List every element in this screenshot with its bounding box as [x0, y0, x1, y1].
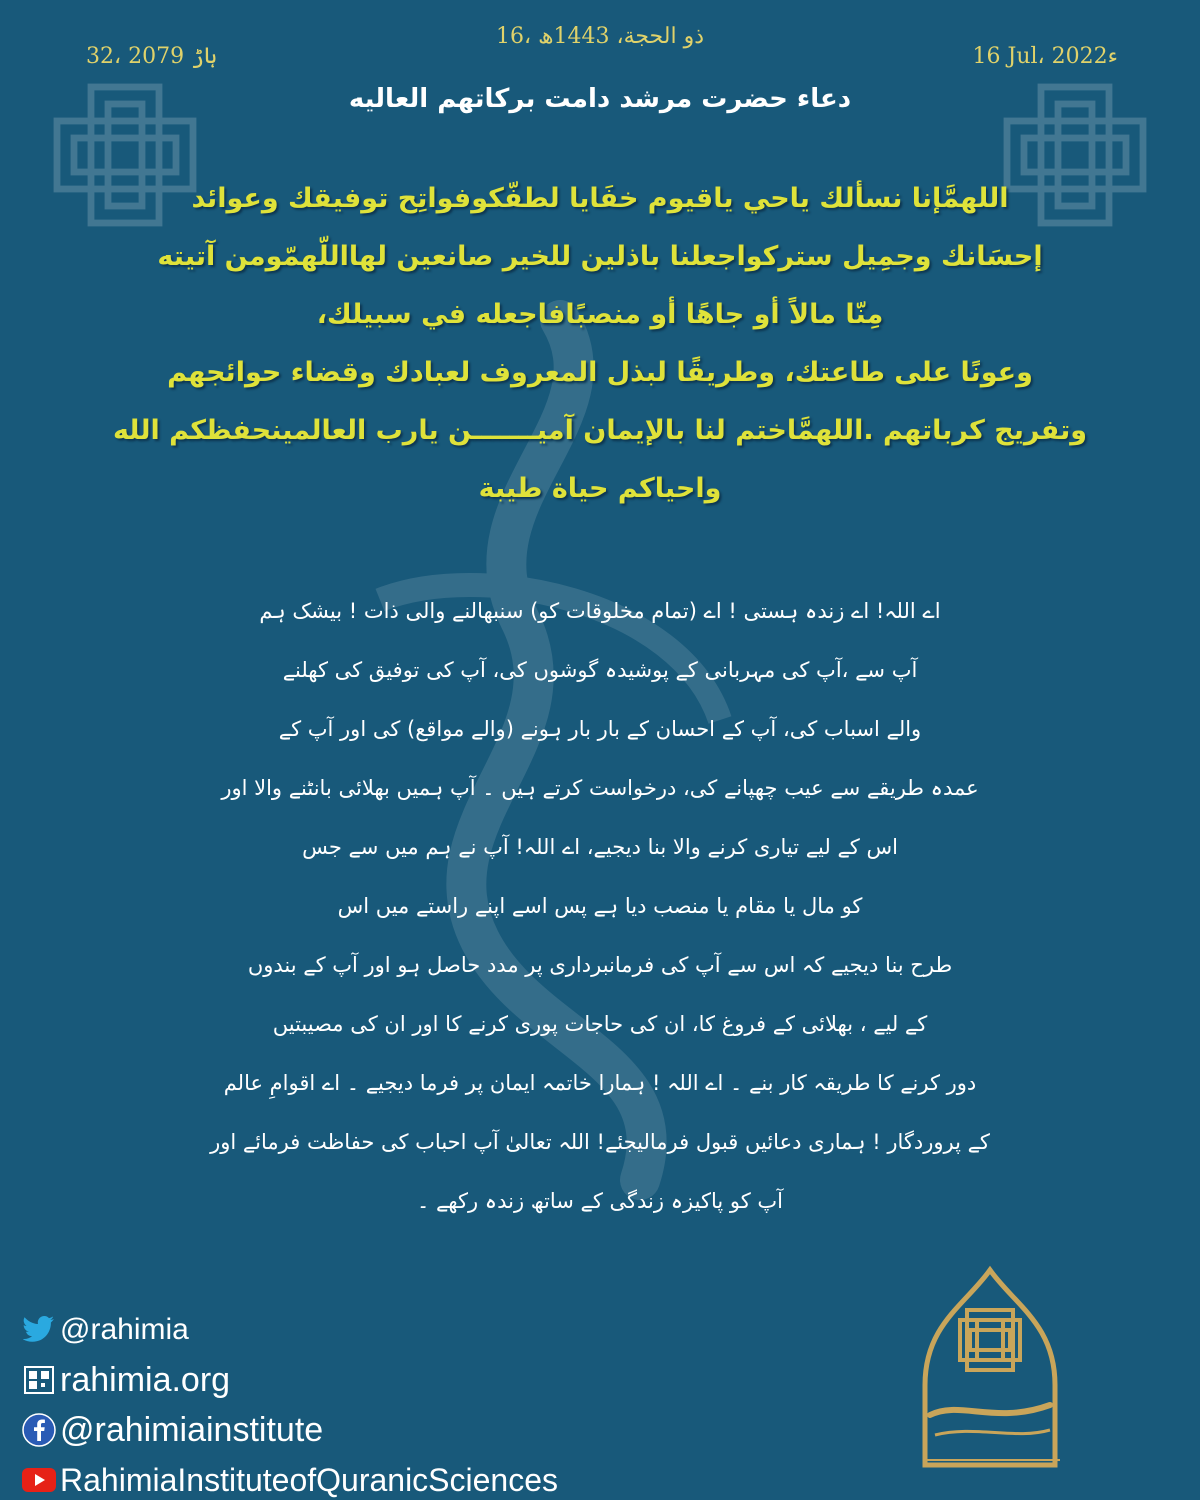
urdu-line: آپ کو پاکیزہ زندگی کے ساتھ زندہ رکھے ۔ — [417, 1189, 783, 1213]
institute-logo — [905, 1265, 1075, 1480]
qr-code-icon — [22, 1363, 56, 1397]
arabic-line: اللهمَّإنا نسألك ياحي ياقيوم خفَايا لطفّكوفواتِح توفيقك وعوائد — [191, 183, 1009, 214]
nanakshahi-date: 32، ہاڑ 2079 — [86, 44, 217, 69]
twitter-link[interactable] — [22, 1305, 662, 1355]
youtube-channel: RahimiaInstituteofQuranicSciences — [60, 1461, 559, 1498]
urdu-line: کے پروردگار ! ہماری دعائیں قبول فرمالیجئے! اللہ تعالیٰ آپ احباب کی حفاظت فرمائے اور — [210, 1130, 990, 1154]
gregorian-date: 16 Jul، 2022ء — [972, 44, 1118, 69]
facebook-handle: @rahimiainstitute — [60, 1410, 324, 1449]
website-url: rahimia.org — [60, 1360, 231, 1399]
facebook-icon — [22, 1413, 56, 1447]
social-links — [22, 1305, 662, 1500]
hijri-date: 16، ذو الحجة، 1443ھ — [496, 24, 704, 49]
arabic-dua — [90, 170, 1110, 518]
twitter-icon — [22, 1313, 56, 1347]
youtube-icon — [22, 1463, 56, 1497]
urdu-line: اس کے لیے تیاری کرنے والا بنا دیجیے، اے اللہ! آپ نے ہم میں سے جس — [302, 835, 898, 859]
urdu-translation — [140, 582, 1060, 1231]
urdu-line: والے اسباب کی، آپ کے احسان کے بار بار ہونے (والے مواقع) کی اور آپ کے — [278, 717, 922, 741]
youtube-link[interactable] — [22, 1455, 662, 1500]
arabic-line: مِنّا مالاً أو جاهًا أو منصبًافاجعله في سبيلك، — [316, 299, 884, 330]
urdu-line: عمدہ طریقے سے عیب چھپانے کی، درخواست کرتے ہیں ۔ آپ ہمیں بھلائی بانٹنے والا اور — [221, 776, 979, 800]
arabic-line: وعونًا على طاعتك، وطريقًا لبذل المعروف لعبادك وقضاء حوائجهم — [167, 357, 1033, 388]
urdu-line: کو مال یا مقام یا منصب دیا ہے پس اسے اپنے راستے میں اس — [337, 894, 863, 918]
website-link[interactable] — [22, 1355, 662, 1405]
urdu-line: طرح بنا دیجیے کہ اس سے آپ کی فرمانبرداری پر مدد حاصل ہو اور آپ کے بندوں — [247, 953, 953, 977]
urdu-line: کے لیے ، بھلائی کے فروغ کا، ان کی حاجات پوری کرنے کا اور ان کی مصیبتیں — [272, 1012, 928, 1036]
arabic-line: إحسَانك وجمِيل ستركواجعلنا باذلين للخير صانعين لهااللّهمّومن آتيته — [157, 241, 1043, 272]
urdu-line: آپ سے ،آپ کی مہربانی کے پوشیدہ گوشوں کی، آپ کی توفیق کی کھلنے — [282, 658, 918, 682]
urdu-line: اے اللہ! اے زندہ ہستی ! اے (تمام مخلوقات کو) سنبھالنے والی ذات ! بیشک ہم — [259, 599, 941, 623]
arabic-line: واحياكم حياة طيبة — [478, 473, 722, 504]
urdu-line: دور کرنے کا طریقہ کار بنے ۔ اے اللہ ! ہمارا خاتمہ ایمان پر فرما دیجیے ۔ اے اقوامِ عالم — [223, 1071, 977, 1095]
arabic-line: وتفريج كرباتهم .اللهمَّاختم لنا بالإيمان آميـــــــن يارب العالمينحفظكم الله — [112, 415, 1088, 446]
twitter-handle: @rahimia — [60, 1313, 189, 1346]
page-title: دعاء حضرت مرشد دامت برکاتهم العالیه — [348, 84, 852, 114]
facebook-link[interactable] — [22, 1405, 662, 1455]
